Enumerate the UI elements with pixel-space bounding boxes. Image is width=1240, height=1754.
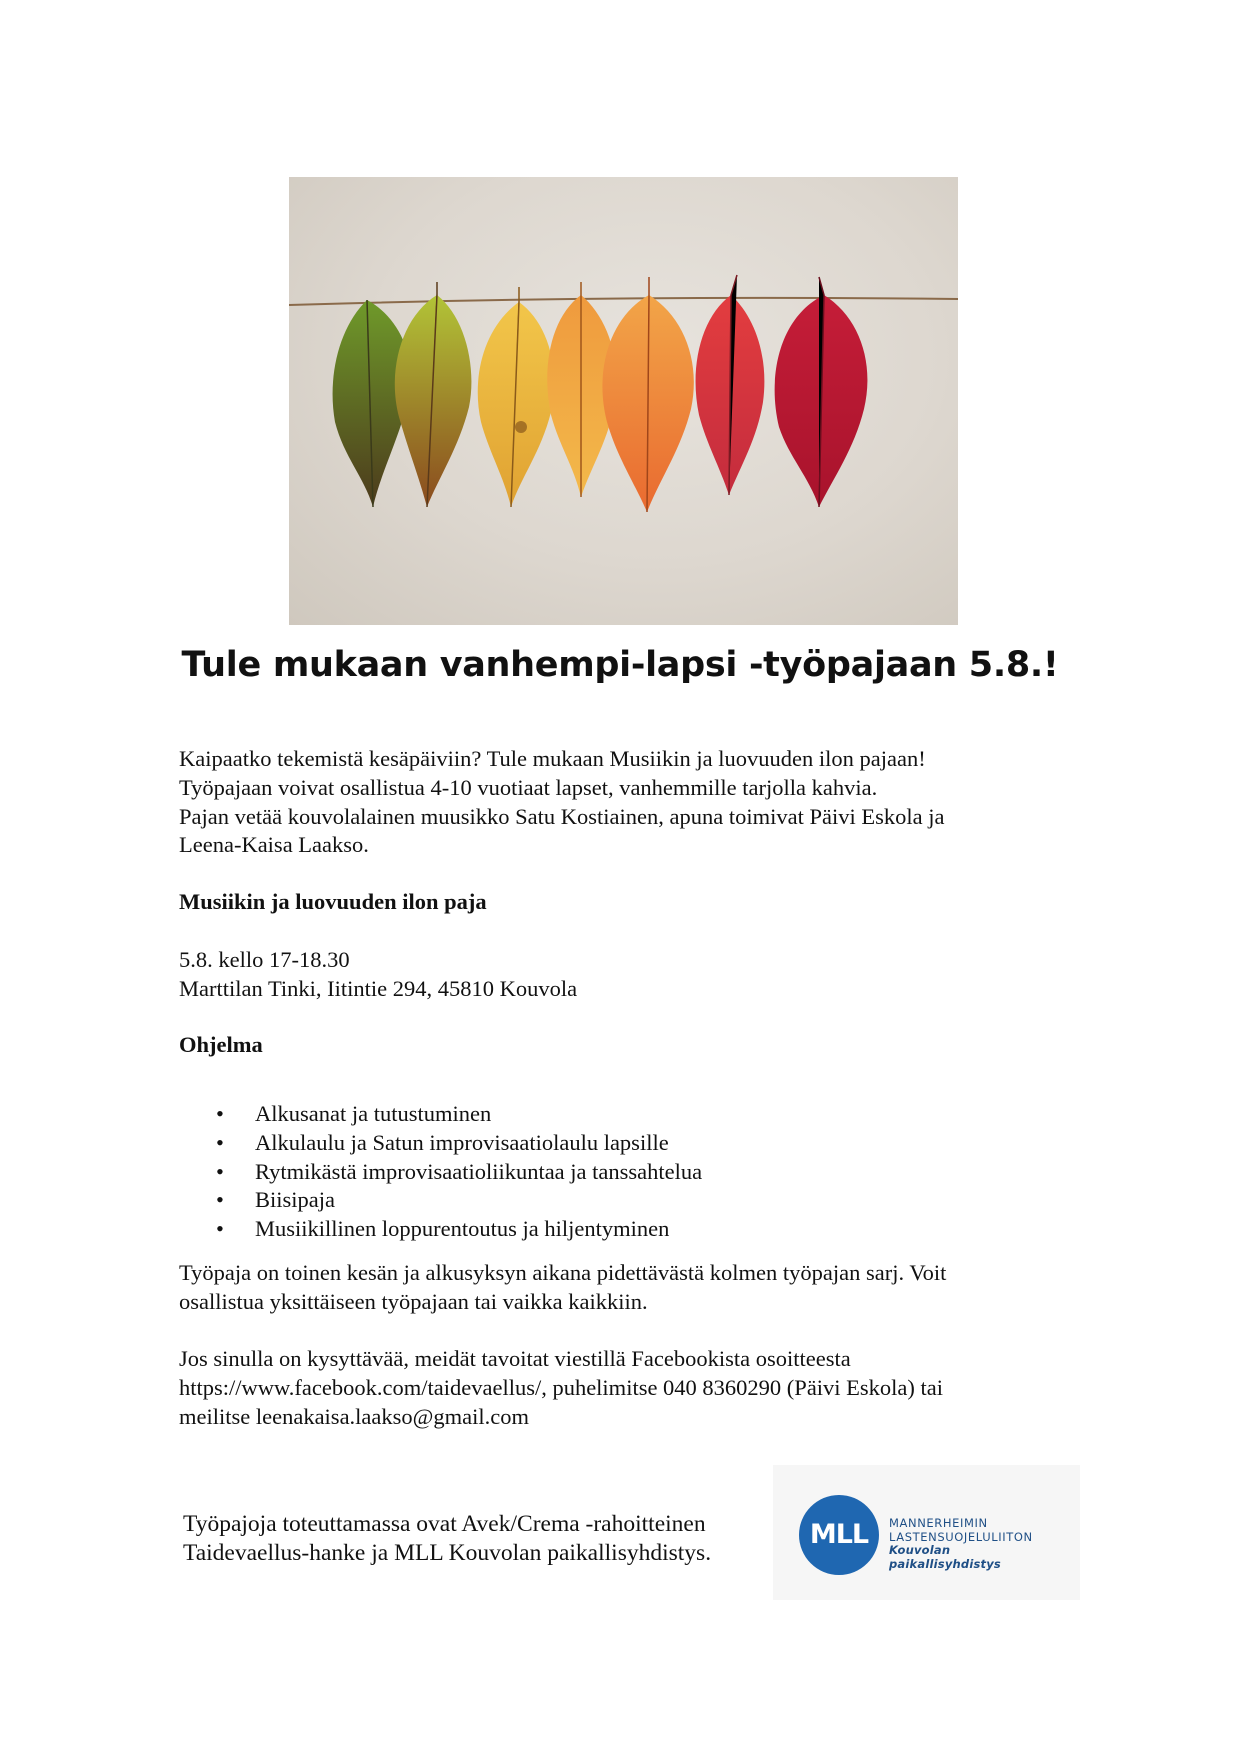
event-place: Marttilan Tinki, Iitintie 294, 45810 Kouvola — [179, 975, 578, 1001]
list-item: • Alkusanat ja tutustuminen — [179, 1100, 702, 1129]
footer-line: Taidevaellus-hanke ja MLL Kouvolan paikallisyhdistys. — [183, 1540, 712, 1566]
list-item: • Biisipaja — [179, 1186, 702, 1215]
program-heading: Ohjelma — [179, 1032, 263, 1057]
contact-line: Jos sinulla on kysyttävää, meidät tavoitat viestillä Facebookista osoitteesta — [179, 1346, 851, 1371]
logo-line: paikallisyhdistys — [889, 1556, 1001, 1571]
list-item: • Rytmikästä improvisaatioliikuntaa ja tanssahtelua — [179, 1158, 702, 1187]
mll-logo-text — [889, 1517, 1033, 1571]
bullet-icon: • — [216, 1101, 224, 1126]
series-line: osallistua yksittäiseen työpajaan tai vaikka kaikkiin. — [179, 1288, 648, 1314]
series-paragraph — [179, 1259, 1079, 1317]
intro-paragraph — [179, 745, 1079, 860]
contact-paragraph — [179, 1345, 1079, 1431]
logo-line: MANNERHEIMIN — [889, 1516, 988, 1530]
event-heading: Musiikin ja luovuuden ilon paja — [179, 889, 487, 914]
program-list — [179, 1100, 702, 1244]
bullet-icon: • — [216, 1158, 224, 1184]
event-time: 5.8. kello 17-18.30 — [179, 947, 350, 972]
list-item: • Musiikillinen loppurentoutus ja hiljentyminen — [179, 1215, 702, 1244]
series-line: Työpaja on toinen kesän ja alkusyksyn aikana pidettävästä kolmen työpajan sarj. Voit — [179, 1260, 947, 1285]
mll-logo — [773, 1465, 1080, 1600]
page-title: Tule mukaan vanhempi-lapsi -työpajaan 5.8.! — [181, 645, 1059, 685]
logo-line: LASTENSUOJELULIITON — [889, 1529, 1033, 1544]
footer-line: Työpajoja toteuttamassa ovat Avek/Crema -rahoitteinen — [183, 1511, 706, 1537]
bullet-icon: • — [216, 1129, 224, 1155]
bullet-icon: • — [216, 1187, 224, 1213]
contact-email[interactable]: meilitse leenakaisa.laakso@gmail.com — [179, 1403, 529, 1429]
leaf-yellow — [478, 287, 554, 507]
list-item: • Alkulaulu ja Satun improvisaatiolaulu lapsille — [179, 1129, 702, 1158]
footer-paragraph — [183, 1510, 783, 1568]
intro-line: Pajan vetää kouvolalainen muusikko Satu Kostiainen, apuna toimivat Päivi Eskola ja — [179, 803, 945, 829]
leaves-illustration — [289, 177, 958, 625]
autumn-leaves-photo — [289, 177, 958, 625]
logo-line: Kouvolan — [889, 1543, 951, 1557]
bullet-icon: • — [216, 1216, 224, 1242]
leaf-orange — [602, 277, 693, 512]
intro-line: Kaipaatko tekemistä kesäpäiviin? Tule mukaan Musiikin ja luovuuden ilon pajaan! — [179, 746, 926, 771]
leaf-yellow-green — [395, 282, 472, 507]
leaf-red — [696, 275, 765, 495]
string-line — [289, 298, 958, 305]
contact-link[interactable]: https://www.facebook.com/taidevaellus/, puhelimitse 040 8360290 (Päivi Eskola) tai — [179, 1374, 944, 1400]
mll-logo-icon: MLL — [799, 1495, 879, 1575]
intro-line: Työpajaan voivat osallistua 4-10 vuotiaat lapset, vanhemmille tarjolla kahvia. — [179, 774, 878, 800]
leaf-crimson — [775, 277, 868, 507]
intro-line: Leena-Kaisa Laakso. — [179, 832, 369, 858]
event-details — [179, 946, 1079, 1004]
